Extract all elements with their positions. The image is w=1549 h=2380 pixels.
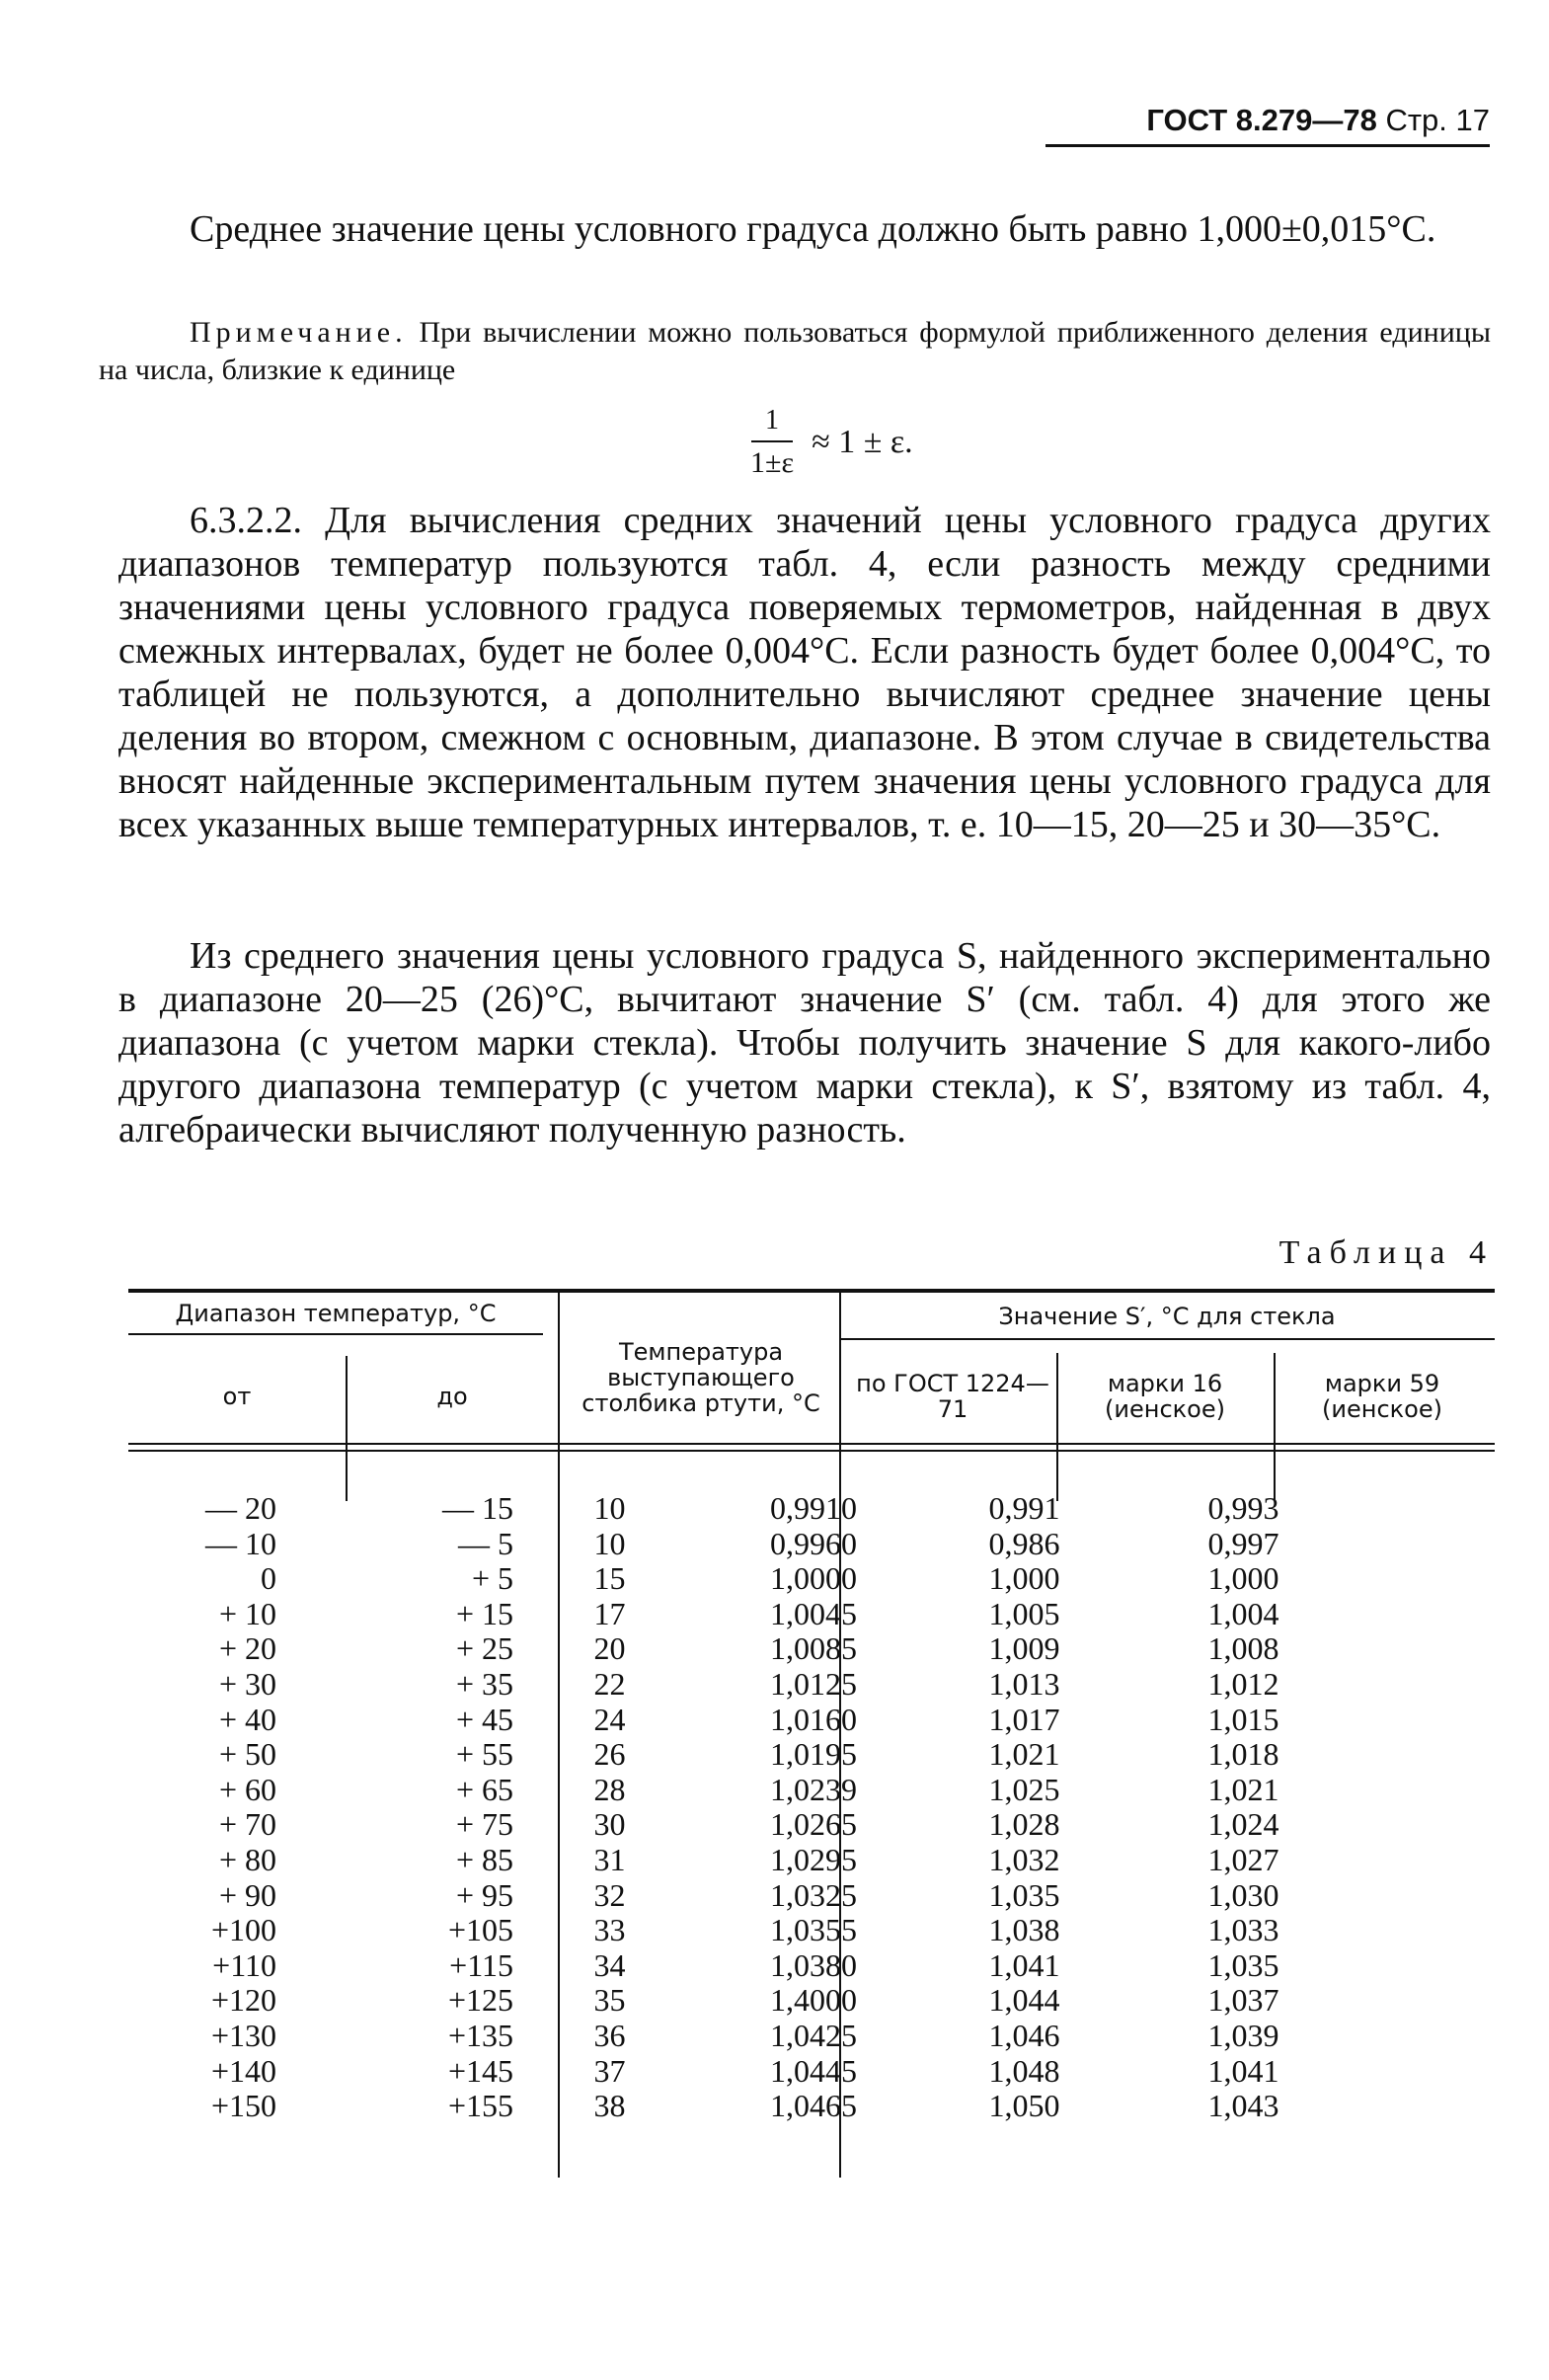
cell-mark-59: 1,027 [1207,1841,1279,1877]
table-row [128,2089,1495,2124]
cell-mark-59: 1,039 [1207,2017,1279,2053]
cell-from: 0 [261,1560,276,1597]
cell-to: + 65 [455,1771,513,1807]
cell-mercury-temp: 37 [593,2052,626,2089]
cell-from: + 80 [218,1841,276,1877]
cell-mark-16: 1,025 [988,1771,1060,1807]
cell-from: — 20 [205,1490,276,1526]
cell-gost: 1,0325 [770,1876,857,1913]
value-header-rule [839,1338,1495,1340]
cell-from: +120 [210,1982,276,2019]
header-mark-16: марки 16 (иенское) [1105,1370,1225,1423]
header-range: Диапазон температур, °С [175,1300,497,1327]
cell-to: + 75 [455,1806,513,1843]
cell-from: + 50 [218,1736,276,1773]
cell-from: + 40 [218,1701,276,1737]
cell-mark-59: 1,037 [1207,1982,1279,2019]
table-row [128,2019,1495,2054]
cell-from: — 10 [205,1525,276,1561]
table-4 [128,1289,1495,2178]
paragraph-mean-value: Среднее значение цены условного градуса должно быть равно 1,000±0,015°С. [190,208,1436,250]
table-row [128,1948,1495,1984]
cell-gost: 1,0355 [770,1912,857,1948]
cell-to: + 5 [471,1560,513,1597]
cell-mark-16: 1,009 [988,1630,1060,1667]
cell-mercury-temp: 35 [593,1982,626,2019]
header-to: до [436,1383,468,1410]
table-row [128,1737,1495,1773]
cell-to: +145 [447,2052,513,2089]
note-block [99,314,1491,389]
page-number: Стр. 17 [1385,103,1490,137]
document-code: ГОСТ 8.279—78 [1146,103,1377,137]
header-bottom-rule-2 [128,1450,1495,1452]
col-divider-gost-16 [1056,1353,1058,1501]
cell-mark-16: 0,991 [988,1490,1060,1526]
cell-mark-59: 1,030 [1207,1876,1279,1913]
running-header [1046,103,1490,147]
cell-mark-59: 1,024 [1207,1806,1279,1843]
table-top-rule [128,1289,1495,1293]
cell-to: +155 [447,2088,513,2124]
cell-gost: 0,9960 [770,1525,857,1561]
cell-mark-16: 1,032 [988,1841,1060,1877]
table-row [128,2054,1495,2090]
cell-from: + 20 [218,1630,276,1667]
formula-denominator: 1±ε [750,446,795,479]
header-bottom-rule-1 [128,1443,1495,1445]
cell-from: +100 [210,1912,276,1948]
table-row [128,1773,1495,1808]
cell-mercury-temp: 10 [593,1490,626,1526]
cell-mark-16: 1,050 [988,2088,1060,2124]
header-gost: по ГОСТ 1224—71 [856,1370,1049,1423]
cell-to: +105 [447,1912,513,1948]
cell-mark-59: 1,021 [1207,1771,1279,1807]
cell-mark-16: 1,005 [988,1595,1060,1631]
cell-mercury-temp: 36 [593,2017,626,2053]
cell-mark-59: 1,041 [1207,2052,1279,2089]
cell-mark-59: 1,000 [1207,1560,1279,1597]
cell-mercury-temp: 33 [593,1912,626,1948]
cell-to: + 15 [455,1595,513,1631]
table-row [128,1807,1495,1843]
cell-from: +150 [210,2088,276,2124]
cell-to: + 45 [455,1701,513,1737]
formula-fraction [750,405,794,480]
header-mark-59: марки 59 (иенское) [1322,1370,1442,1423]
cell-gost: 1,0195 [770,1736,857,1773]
header-value: Значение S′, °С для стекла [998,1303,1336,1330]
cell-mercury-temp: 15 [593,1560,626,1597]
cell-mark-59: 1,008 [1207,1630,1279,1667]
table-row [128,1878,1495,1914]
cell-mark-59: 1,035 [1207,1946,1279,1983]
cell-to: — 5 [458,1525,513,1561]
cell-to: +135 [447,2017,513,2053]
paragraph-calculation: Из среднего значения цены условного градуса S, найденного экспериментально в диапазоне 20—25 (26)°С, вычитают значение S′ (см. табл. 4) для этого же диапазона (с учетом марки стекла). Чтобы получить значение S для какого-либо другого диапазона температур (с учетом марки стекла), к S′, взятому из табл. 4, алгебраически вычисляют полученную разность. [118,935,1492,1150]
cell-gost: 1,0000 [770,1560,857,1597]
cell-mark-16: 1,028 [988,1806,1060,1843]
cell-gost: 1,4000 [770,1982,857,2019]
cell-mark-16: 1,021 [988,1736,1060,1773]
cell-mark-16: 0,986 [988,1525,1060,1561]
table-row [128,1913,1495,1948]
cell-mercury-temp: 24 [593,1701,626,1737]
cell-gost: 1,0239 [770,1771,857,1807]
paragraph-6-3-2-2: 6.3.2.2. Для вычисления средних значений цены условного градуса других диапазонов температур пользуются табл. 4, если разность между средними значениями цены условного градуса поверяемых термометров, найденная в двух смежных интервалах, будет не более 0,004°С. Если разность будет более 0,004°С, то таблицей не пользуются, а дополнительно вычисляют среднее значение цены деления во втором, смежном с основным, диапазоне. В этом случае в свидетельства вносят найденные экспериментальным путем значения цены условного градуса для всех указанных выше температурных интервалов, т. е. 10—15, 20—25 и 30—35°С. [118,500,1491,845]
note-text: При вычислении можно пользоваться формулой приближенного деления единицы на числа, близкие к единице [99,316,1491,386]
cell-from: + 10 [218,1595,276,1631]
cell-to: + 85 [455,1841,513,1877]
table-row [128,1597,1495,1632]
cell-mark-59: 1,033 [1207,1912,1279,1948]
cell-mark-16: 1,000 [988,1560,1060,1597]
table-row [128,1703,1495,1738]
cell-from: + 60 [218,1771,276,1807]
cell-to: +125 [447,1982,513,2019]
table-body [128,1491,1495,2124]
cell-mark-16: 1,046 [988,2017,1060,2053]
cell-mercury-temp: 10 [593,1525,626,1561]
cell-gost: 1,0425 [770,2017,857,2053]
cell-gost: 1,0445 [770,2052,857,2089]
cell-from: + 90 [218,1876,276,1913]
cell-to: + 95 [455,1876,513,1913]
col-divider-16-59 [1274,1353,1276,1501]
cell-from: +110 [212,1946,276,1983]
cell-gost: 1,0125 [770,1665,857,1702]
cell-mark-59: 1,043 [1207,2088,1279,2124]
cell-mark-59: 1,004 [1207,1595,1279,1631]
cell-mercury-temp: 22 [593,1665,626,1702]
cell-mercury-temp: 30 [593,1806,626,1843]
cell-mercury-temp: 20 [593,1630,626,1667]
cell-mercury-temp: 32 [593,1876,626,1913]
cell-to: + 55 [455,1736,513,1773]
cell-mark-59: 0,997 [1207,1525,1279,1561]
cell-mark-59: 1,012 [1207,1665,1279,1702]
formula-rhs: ≈ 1 ± ε. [812,424,913,460]
cell-to: +115 [449,1946,513,1983]
cell-gost: 1,0295 [770,1841,857,1877]
table-row [128,1527,1495,1562]
cell-mark-16: 1,041 [988,1946,1060,1983]
cell-mark-16: 1,013 [988,1665,1060,1702]
cell-mark-59: 1,015 [1207,1701,1279,1737]
table-row [128,1561,1495,1597]
approximation-formula [750,403,913,482]
header-from: от [222,1383,252,1410]
formula-numerator: 1 [751,405,793,442]
range-header-rule [128,1333,543,1335]
cell-to: + 35 [455,1665,513,1702]
cell-mercury-temp: 31 [593,1841,626,1877]
cell-mark-59: 1,018 [1207,1736,1279,1773]
cell-from: +140 [210,2052,276,2089]
cell-gost: 1,0380 [770,1946,857,1983]
cell-mercury-temp: 28 [593,1771,626,1807]
cell-mercury-temp: 17 [593,1595,626,1631]
table-row [128,1491,1495,1527]
cell-gost: 1,0085 [770,1630,857,1667]
table-row [128,1631,1495,1667]
cell-mark-59: 0,993 [1207,1490,1279,1526]
table-caption: Таблица 4 [1278,1234,1494,1271]
table-row [128,1983,1495,2019]
cell-mercury-temp: 38 [593,2088,626,2124]
cell-mark-16: 1,044 [988,1982,1060,2019]
cell-gost: 0,9910 [770,1490,857,1526]
cell-mercury-temp: 34 [593,1946,626,1983]
table-row [128,1843,1495,1878]
header-mercury-temp: Температура выступающего столбика ртути, °С [581,1338,820,1417]
cell-from: + 30 [218,1665,276,1702]
cell-mark-16: 1,038 [988,1912,1060,1948]
cell-from: + 70 [218,1806,276,1843]
cell-mark-16: 1,035 [988,1876,1060,1913]
cell-gost: 1,0265 [770,1806,857,1843]
cell-from: +130 [210,2017,276,2053]
table-row [128,1667,1495,1703]
cell-gost: 1,0465 [770,2088,857,2124]
cell-mark-16: 1,048 [988,2052,1060,2089]
note-label: Примечание. [190,316,408,349]
cell-mercury-temp: 26 [593,1736,626,1773]
cell-gost: 1,0045 [770,1595,857,1631]
cell-to: + 25 [455,1630,513,1667]
cell-mark-16: 1,017 [988,1701,1060,1737]
cell-to: — 15 [442,1490,513,1526]
cell-gost: 1,0160 [770,1701,857,1737]
